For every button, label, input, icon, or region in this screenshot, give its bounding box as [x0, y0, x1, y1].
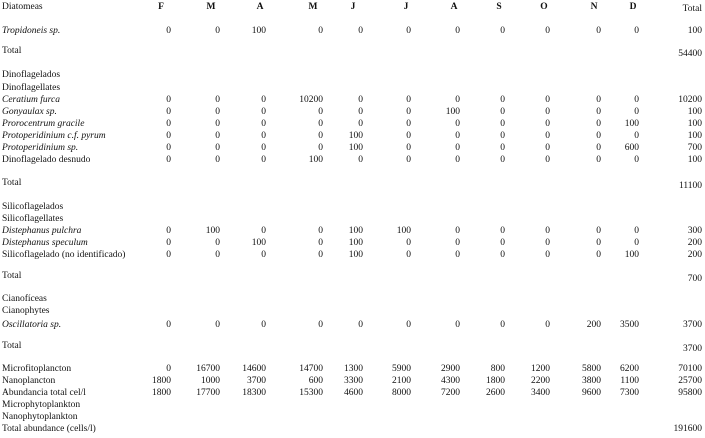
month-cell: 100 [205, 226, 220, 236]
month-cell: 0 [261, 250, 266, 260]
month-cell: 0 [406, 131, 411, 141]
row-label: Protoperidinium sp. [2, 143, 79, 153]
row-total-cell: 10200 [678, 95, 702, 105]
row-label: Microphytoplankton [2, 400, 81, 410]
month-cell: 100 [348, 250, 363, 260]
month-cell: 100 [251, 26, 266, 36]
row-label: Nanoplancton [2, 376, 56, 386]
month-cell: 0 [318, 143, 323, 153]
month-cell: 0 [596, 143, 601, 153]
month-cell: 0 [261, 95, 266, 105]
month-header: D [629, 2, 637, 12]
month-cell: 100 [348, 226, 363, 236]
month-cell: 0 [358, 320, 363, 330]
month-cell: 0 [318, 119, 323, 129]
month-cell: 0 [545, 107, 550, 117]
month-cell: 0 [261, 119, 266, 129]
month-cell: 0 [215, 95, 220, 105]
month-cell: 0 [166, 107, 171, 117]
month-header: J [403, 2, 409, 12]
month-cell: 0 [455, 143, 460, 153]
month-cell: 0 [166, 155, 171, 165]
row-total-cell: 95800 [678, 388, 702, 398]
row-label: Dinoflagelado desnudo [2, 155, 91, 165]
month-cell: 0 [166, 238, 171, 248]
month-cell: 0 [318, 226, 323, 236]
month-cell: 0 [500, 143, 505, 153]
row-label: Distephanus pulchra [2, 226, 82, 236]
row-label: Tropidoneis sp. [2, 26, 61, 36]
row-label: Cianophytes [2, 306, 50, 316]
month-cell: 0 [634, 26, 639, 36]
month-cell: 0 [166, 131, 171, 141]
month-cell: 5800 [582, 364, 601, 374]
month-cell: 0 [500, 250, 505, 260]
month-cell: 14700 [299, 364, 323, 374]
row-label: Total [2, 46, 22, 56]
month-cell: 0 [634, 107, 639, 117]
month-cell: 0 [261, 107, 266, 117]
month-cell: 15300 [299, 388, 323, 398]
month-cell: 100 [348, 143, 363, 153]
month-cell: 0 [545, 119, 550, 129]
month-cell: 0 [596, 226, 601, 236]
month-cell: 0 [406, 143, 411, 153]
row-label: Silicoflagelado (no identificado) [2, 250, 126, 260]
month-cell: 0 [215, 155, 220, 165]
month-cell: 0 [215, 250, 220, 260]
row-label: Distephanus speculum [2, 238, 88, 248]
month-cell: 0 [166, 364, 171, 374]
month-cell: 0 [261, 131, 266, 141]
month-header: N [590, 2, 598, 12]
month-cell: 0 [545, 95, 550, 105]
row-label: Ceratium furca [2, 95, 60, 105]
month-cell: 0 [261, 155, 266, 165]
month-cell: 1300 [344, 364, 363, 374]
month-cell: 0 [596, 238, 601, 248]
month-cell: 100 [308, 155, 323, 165]
month-cell: 16700 [196, 364, 220, 374]
month-cell: 9600 [582, 388, 601, 398]
month-cell: 0 [358, 107, 363, 117]
month-cell: 0 [545, 155, 550, 165]
month-cell: 0 [545, 226, 550, 236]
month-cell: 2900 [441, 364, 460, 374]
month-cell: 0 [596, 119, 601, 129]
month-cell: 0 [215, 238, 220, 248]
month-cell: 0 [166, 143, 171, 153]
month-cell: 7300 [620, 388, 639, 398]
month-cell: 0 [500, 95, 505, 105]
month-cell: 0 [455, 320, 460, 330]
month-cell: 0 [261, 226, 266, 236]
row-total-cell: 100 [687, 119, 702, 129]
month-cell: 5900 [392, 364, 411, 374]
row-total-cell: 100 [687, 107, 702, 117]
month-cell: 2200 [531, 376, 550, 386]
month-cell: 100 [348, 238, 363, 248]
row-label: Silicoflagellates [2, 214, 64, 224]
month-cell: 1800 [152, 388, 171, 398]
row-label: Prorocentrum gracile [2, 119, 85, 129]
month-cell: 0 [215, 107, 220, 117]
month-cell: 8000 [392, 388, 411, 398]
row-label: Dinoflagelados [2, 70, 61, 80]
month-header: O [540, 2, 548, 12]
row-total-cell: 100 [687, 26, 702, 36]
month-cell: 3500 [620, 320, 639, 330]
month-cell: 0 [358, 155, 363, 165]
month-cell: 0 [545, 320, 550, 330]
month-cell: 0 [166, 119, 171, 129]
month-cell: 100 [396, 226, 411, 236]
month-cell: 0 [261, 320, 266, 330]
month-cell: 0 [634, 95, 639, 105]
month-cell: 0 [318, 238, 323, 248]
month-cell: 0 [166, 320, 171, 330]
month-cell: 3800 [582, 376, 601, 386]
month-header: A [256, 2, 264, 12]
month-cell: 1100 [620, 376, 639, 386]
month-cell: 0 [406, 107, 411, 117]
row-total-cell: 25700 [678, 376, 702, 386]
month-cell: 0 [455, 95, 460, 105]
month-header: M [206, 2, 216, 12]
row-total-cell: 700 [687, 143, 702, 153]
month-cell: 0 [166, 226, 171, 236]
month-cell: 0 [596, 250, 601, 260]
month-cell: 0 [318, 107, 323, 117]
month-cell: 18300 [242, 388, 266, 398]
month-header: F [158, 2, 164, 12]
month-cell: 0 [406, 155, 411, 165]
month-cell: 0 [261, 143, 266, 153]
month-cell: 0 [215, 119, 220, 129]
month-cell: 0 [406, 119, 411, 129]
month-cell: 0 [634, 131, 639, 141]
row-total-cell: 54400 [678, 49, 702, 59]
month-cell: 0 [500, 119, 505, 129]
row-total-cell: 300 [687, 226, 702, 236]
month-cell: 0 [500, 131, 505, 141]
row-label: Microfitoplancton [2, 364, 72, 374]
month-cell: 0 [596, 155, 601, 165]
row-label: Abundancia total cel/l [2, 388, 86, 398]
month-cell: 100 [251, 238, 266, 248]
month-cell: 0 [455, 226, 460, 236]
row-total-cell: 3700 [683, 320, 702, 330]
month-cell: 4600 [344, 388, 363, 398]
month-cell: 0 [166, 26, 171, 36]
month-cell: 0 [455, 238, 460, 248]
month-cell: 0 [500, 155, 505, 165]
month-cell: 1800 [486, 376, 505, 386]
month-cell: 2600 [486, 388, 505, 398]
month-cell: 600 [624, 143, 639, 153]
month-cell: 100 [445, 107, 460, 117]
row-total-cell: 200 [687, 238, 702, 248]
row-label: Total abundance (cells/l) [2, 424, 96, 434]
row-label: Silicoflagelados [2, 202, 64, 212]
month-cell: 0 [500, 26, 505, 36]
row-total-cell: 70100 [678, 364, 702, 374]
row-label: Dinoflagellates [2, 83, 61, 93]
month-cell: 0 [406, 250, 411, 260]
month-cell: 0 [545, 250, 550, 260]
month-cell: 0 [215, 143, 220, 153]
month-cell: 1000 [201, 376, 220, 386]
month-cell: 3400 [531, 388, 550, 398]
month-cell: 6200 [620, 364, 639, 374]
month-cell: 0 [406, 95, 411, 105]
month-cell: 10200 [299, 95, 323, 105]
month-cell: 200 [586, 320, 601, 330]
month-cell: 0 [634, 155, 639, 165]
month-cell: 0 [500, 320, 505, 330]
month-header: M [308, 2, 318, 12]
row-total-cell: 200 [687, 250, 702, 260]
month-cell: 0 [500, 107, 505, 117]
month-cell: 0 [545, 131, 550, 141]
total-header: Total [682, 4, 702, 14]
month-cell: 0 [545, 26, 550, 36]
month-cell: 0 [455, 250, 460, 260]
month-cell: 0 [406, 320, 411, 330]
month-cell: 0 [318, 320, 323, 330]
month-cell: 0 [634, 226, 639, 236]
month-cell: 0 [318, 131, 323, 141]
month-cell: 1800 [152, 376, 171, 386]
row-label: Gonyaulax sp. [2, 107, 57, 117]
month-cell: 0 [596, 95, 601, 105]
month-cell: 17700 [196, 388, 220, 398]
month-cell: 0 [318, 26, 323, 36]
month-cell: 800 [490, 364, 505, 374]
month-cell: 0 [406, 238, 411, 248]
row-total-cell: 191600 [673, 424, 702, 434]
month-header: S [496, 2, 502, 12]
row-total-cell: 3700 [683, 344, 702, 354]
row-label: Nanophytoplankton [2, 412, 78, 422]
row-total-cell: 700 [687, 274, 702, 284]
month-cell: 0 [596, 131, 601, 141]
month-cell: 0 [215, 26, 220, 36]
month-cell: 0 [455, 155, 460, 165]
month-cell: 0 [545, 143, 550, 153]
month-cell: 0 [634, 238, 639, 248]
month-cell: 7200 [441, 388, 460, 398]
month-cell: 100 [348, 131, 363, 141]
month-cell: 0 [596, 26, 601, 36]
row-label: Total [2, 178, 22, 188]
month-cell: 100 [624, 119, 639, 129]
month-cell: 0 [166, 250, 171, 260]
month-cell: 0 [358, 26, 363, 36]
month-header: A [450, 2, 458, 12]
row-label: Total [2, 341, 22, 351]
month-cell: 0 [545, 238, 550, 248]
month-cell: 0 [500, 226, 505, 236]
month-cell: 0 [215, 131, 220, 141]
month-cell: 2100 [392, 376, 411, 386]
month-cell: 3300 [344, 376, 363, 386]
month-cell: 600 [308, 376, 323, 386]
month-cell: 4300 [441, 376, 460, 386]
month-cell: 0 [455, 26, 460, 36]
month-cell: 100 [624, 250, 639, 260]
row-label: Cianofíceas [2, 294, 47, 304]
row-label: Total [2, 271, 22, 281]
row-label: Protoperidinium c.f. pyrum [2, 131, 106, 141]
month-cell: 14600 [242, 364, 266, 374]
row-total-cell: 11100 [678, 181, 702, 191]
month-cell: 0 [596, 107, 601, 117]
month-cell: 0 [455, 131, 460, 141]
month-cell: 0 [358, 95, 363, 105]
month-cell: 0 [500, 238, 505, 248]
row-total-cell: 100 [687, 155, 702, 165]
row-label: Oscillatoria sp. [2, 320, 62, 330]
header-label: Diatomeas [2, 2, 43, 12]
month-cell: 3700 [247, 376, 266, 386]
row-total-cell: 100 [687, 131, 702, 141]
month-cell: 1200 [531, 364, 550, 374]
month-header: J [350, 2, 356, 12]
month-cell: 0 [406, 26, 411, 36]
month-cell: 0 [455, 119, 460, 129]
month-cell: 0 [318, 250, 323, 260]
month-cell: 0 [166, 95, 171, 105]
month-cell: 0 [215, 320, 220, 330]
month-cell: 0 [358, 119, 363, 129]
